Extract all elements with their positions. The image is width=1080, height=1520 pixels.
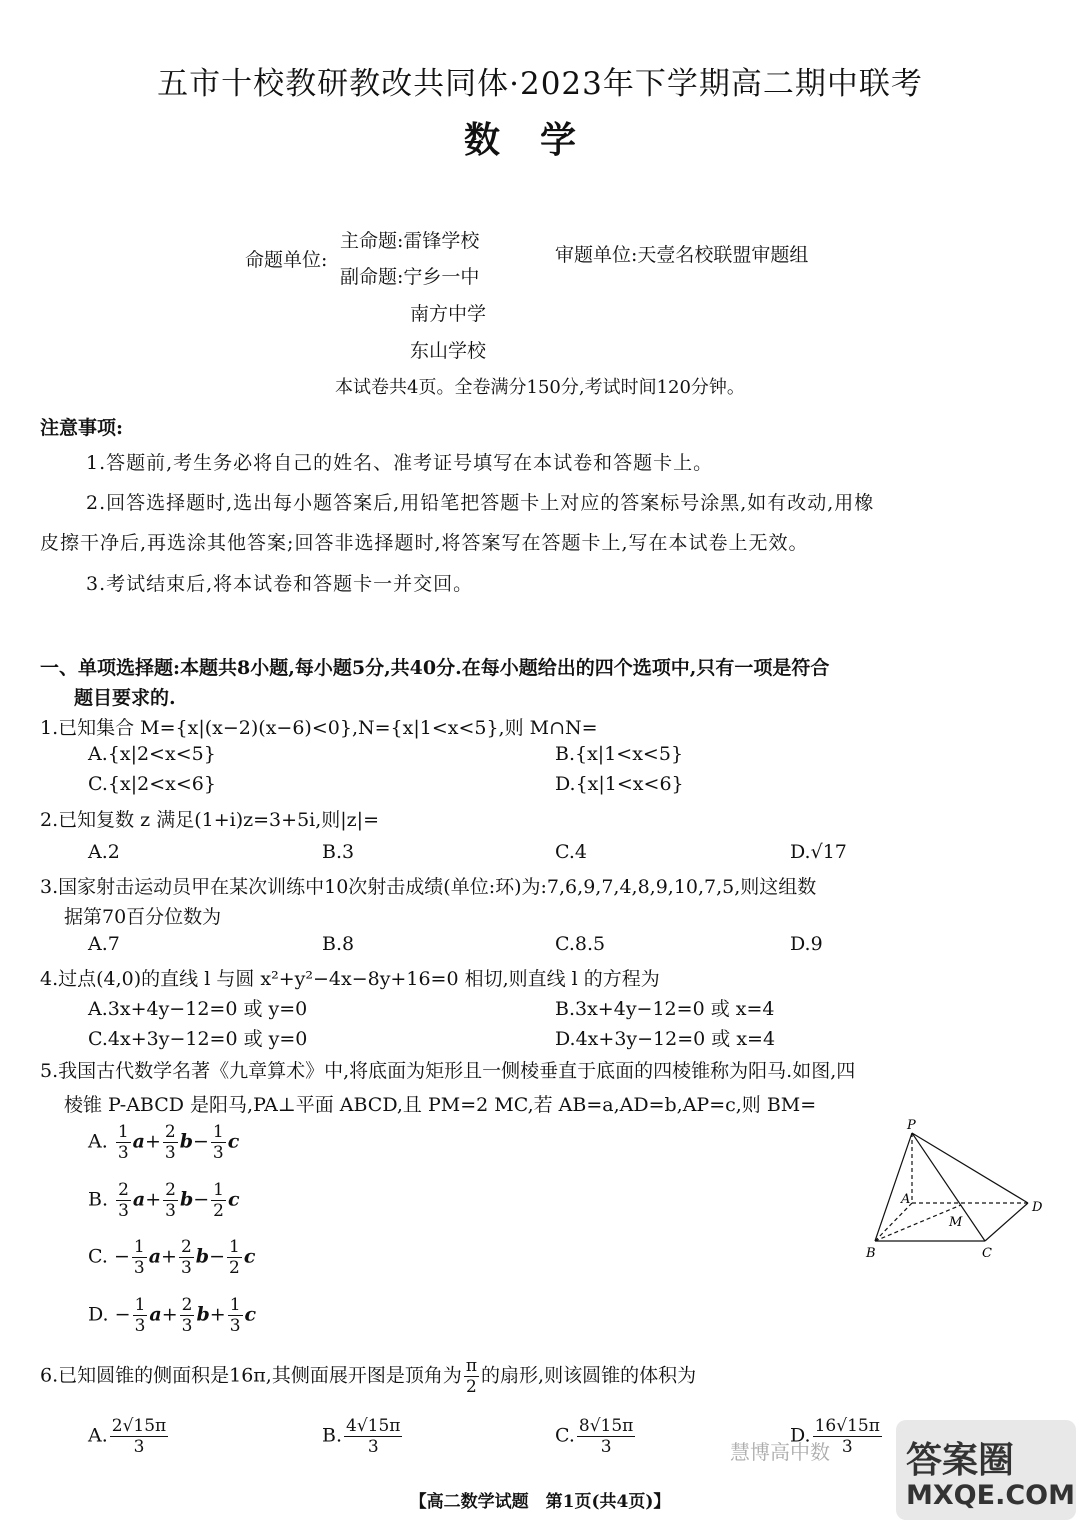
exam-info: 本试卷共4页。全卷满分150分,考试时间120分钟。 — [335, 377, 745, 398]
q4-option-b: B.3x+4y−12=0 或 x=4 — [555, 998, 775, 1020]
q4-stem: 4.过点(4,0)的直线 l 与圆 x²+y²−4x−8y+16=0 相切,则直线 l 的方程为 — [40, 968, 660, 990]
q5-option-b: B. $\frac{2}{3}$ a+ $\frac{2}{3}$ b− $\frac{1}{2}$ c — [88, 1180, 240, 1221]
q6-option-d: D. $\frac{16√15\pi}{3}$ — [790, 1416, 880, 1457]
section-heading-cont: 题目要求的. — [74, 687, 176, 709]
q1-option-d: D.{x|1<x<6} — [555, 773, 684, 795]
q3-option-d: D.9 — [790, 933, 823, 955]
note-2a: 2.回答选择题时,选出每小题答案后,用铅笔把答题卡上对应的答案标号涂黑,如有改动,用橡 — [86, 492, 875, 514]
page-title: 五市十校教研教改共同体·2023年下学期高二期中联考 — [157, 66, 923, 102]
vice-setter: 副命题:宁乡一中 — [340, 266, 480, 288]
q5-stem-2: 棱锥 P-ABCD 是阳马,PA⊥平面 ABCD,且 PM=2 MC,若 AB=a,AD=b,AP=c,则 BM= — [64, 1094, 817, 1116]
note-3: 3.考试结束后,将本试卷和答题卡一并交回。 — [86, 573, 474, 595]
q2-option-c: C.4 — [555, 841, 587, 863]
q5-option-c: C. − $\frac{1}{3}$ a+ $\frac{2}{3}$ b− $\frac{1}{2}$ c — [88, 1237, 256, 1278]
stamp-text: 答案圈 — [906, 1440, 1015, 1481]
main-setter: 主命题:雷锋学校 — [340, 230, 480, 252]
q2-stem: 2.已知复数 z 满足(1+i)z=3+5i,则|z|= — [40, 809, 380, 831]
q3-stem-1: 3.国家射击运动员甲在某次训练中10次射击成绩(单位:环)为:7,6,9,7,4,8,9,10,7,5,则这组数 — [40, 876, 817, 898]
section-heading: 一、单项选择题:本题共8小题,每小题5分,共40分.在每小题给出的四个选项中,只有一项是符合 — [40, 657, 830, 679]
vertex-label-d: D — [1032, 1200, 1043, 1215]
q4-option-d: D.4x+3y−12=0 或 x=4 — [555, 1028, 776, 1050]
vertex-label-m: M — [949, 1215, 963, 1230]
q1-option-c: C.{x|2<x<6} — [88, 773, 216, 795]
q6-option-a: A. $\frac{2√15\pi}{3}$ — [88, 1416, 167, 1457]
notes-heading: 注意事项: — [40, 417, 124, 439]
q3-option-a: A.7 — [88, 933, 120, 955]
q3-option-c: C.8.5 — [555, 933, 606, 955]
q6-option-b: B. $\frac{4√15\pi}{3}$ — [322, 1416, 401, 1457]
q2-option-a: A.2 — [88, 841, 120, 863]
vertex-label-c: C — [982, 1246, 992, 1261]
pyramid-figure — [860, 1115, 1050, 1265]
q1-option-b: B.{x|1<x<5} — [555, 743, 684, 765]
q2-option-d: D.√17 — [790, 841, 847, 863]
q5-option-d: D. − $\frac{1}{3}$ a+ $\frac{2}{3}$ b+ $\frac{1}{3}$ c — [88, 1295, 257, 1336]
school-3: 东山学校 — [410, 340, 487, 362]
q5-option-a: A. $\frac{1}{3}$ a+ $\frac{2}{3}$ b− $\frac{1}{3}$ c — [88, 1122, 240, 1163]
review-unit: 审题单位:天壹名校联盟审题组 — [555, 244, 809, 266]
page-footer: 【高二数学试题 第1页(共4页)】 — [409, 1492, 671, 1512]
stamp-url: MXQE.COM — [906, 1480, 1075, 1511]
q6-stem: 6.已知圆锥的侧面积是16π,其侧面展开图是顶角为 $\frac{\pi}{2}$ 的扇形,则该圆锥的体积为 — [40, 1356, 697, 1397]
vertex-label-b: B — [866, 1246, 876, 1261]
q3-option-b: B.8 — [322, 933, 355, 955]
q1-stem: 1.已知集合 M={x|(x−2)(x−6)<0},N={x|1<x<5},则 M∩N= — [40, 717, 598, 739]
q2-option-b: B.3 — [322, 841, 355, 863]
q4-option-a: A.3x+4y−12=0 或 y=0 — [88, 998, 308, 1020]
note-1: 1.答题前,考生务必将自己的姓名、准考证号填写在本试卷和答题卡上。 — [86, 452, 714, 474]
vertex-label-p: P — [907, 1118, 916, 1133]
q4-option-c: C.4x+3y−12=0 或 y=0 — [88, 1028, 308, 1050]
q6-option-c: C. $\frac{8√15\pi}{3}$ — [555, 1416, 634, 1457]
q5-stem-1: 5.我国古代数学名著《九章算术》中,将底面为矩形且一侧棱垂直于底面的四棱锥称为阳马.如图,四 — [40, 1060, 856, 1082]
vertex-label-a: A — [901, 1192, 911, 1207]
school-2: 南方中学 — [410, 303, 487, 325]
note-2b: 皮擦干净后,再选涂其他答案;回答非选择题时,将答案写在答题卡上,写在本试卷上无效。 — [40, 532, 809, 554]
subject-title: 数学 — [463, 119, 616, 161]
wechat-watermark: 慧博高中数 — [730, 1440, 830, 1464]
mingti-label: 命题单位: — [245, 249, 328, 271]
q1-option-a: A.{x|2<x<5} — [88, 743, 216, 765]
q3-stem-2: 据第70百分位数为 — [64, 906, 222, 928]
